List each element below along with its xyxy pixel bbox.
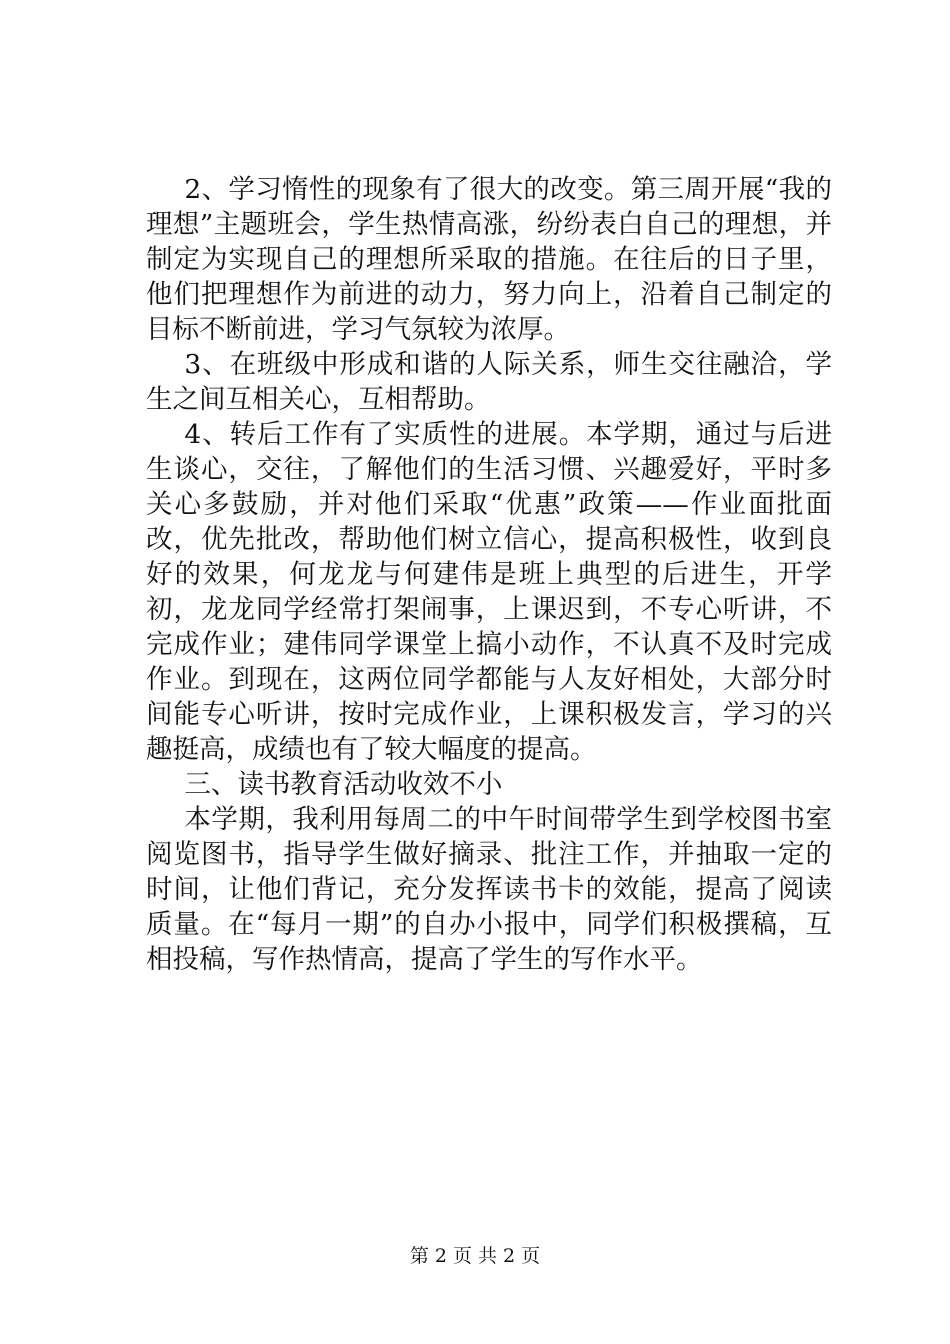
paragraph-item-3: 3、在班级中形成和谐的人际关系，师生交往融洽，学生之间互相关心，互相帮助。 (146, 349, 832, 415)
page-number-label: 第 2 页 共 2 页 (409, 1245, 541, 1267)
page-footer (0, 1244, 950, 1268)
section-heading-reading: 三、读书教育活动收效不小 (184, 769, 503, 800)
paragraph-item-2: 2、学习惰性的现象有了很大的改变。第三周开展“我的理想”主题班会，学生热情高涨，纷纷表白自己的理想，并制定为实现自己的理想所采取的措施。在往后的日子里，他们把理想作为前进的动力，努力向上，沿着自己制定的目标不断前进，学习气氛较为浓厚。 (146, 174, 832, 345)
paragraph-item-4: 4、转后工作有了实质性的进展。本学期，通过与后进生谈心，交往，了解他们的生活习惯、兴趣爱好，平时多关心多鼓励，并对他们采取“优惠”政策——作业面批面改，优先批改，帮助他们树立信心，提高积极性，收到良好的效果，何龙龙与何建伟是班上典型的后进生，开学初，龙龙同学经常打架闹事，上课迟到，不专心听讲，不完成作业；建伟同学课堂上搞小动作，不认真不及时完成作业。到现在，这两位同学都能与人友好相处，大部分时间能专心听讲，按时完成作业，上课积极发言，学习的兴趣挺高，成绩也有了较大幅度的提高。 (146, 419, 832, 765)
paragraph-reading-activity: 本学期，我利用每周二的中午时间带学生到学校图书室阅览图书，指导学生做好摘录、批注工作，并抽取一定的时间，让他们背记，充分发挥读书卡的效能，提高了阅读质量。在“每月一期”的自办小报中，同学们积极撰稿，互相投稿，写作热情高，提高了学生的写作水平。 (146, 804, 832, 975)
document-body (146, 172, 832, 977)
